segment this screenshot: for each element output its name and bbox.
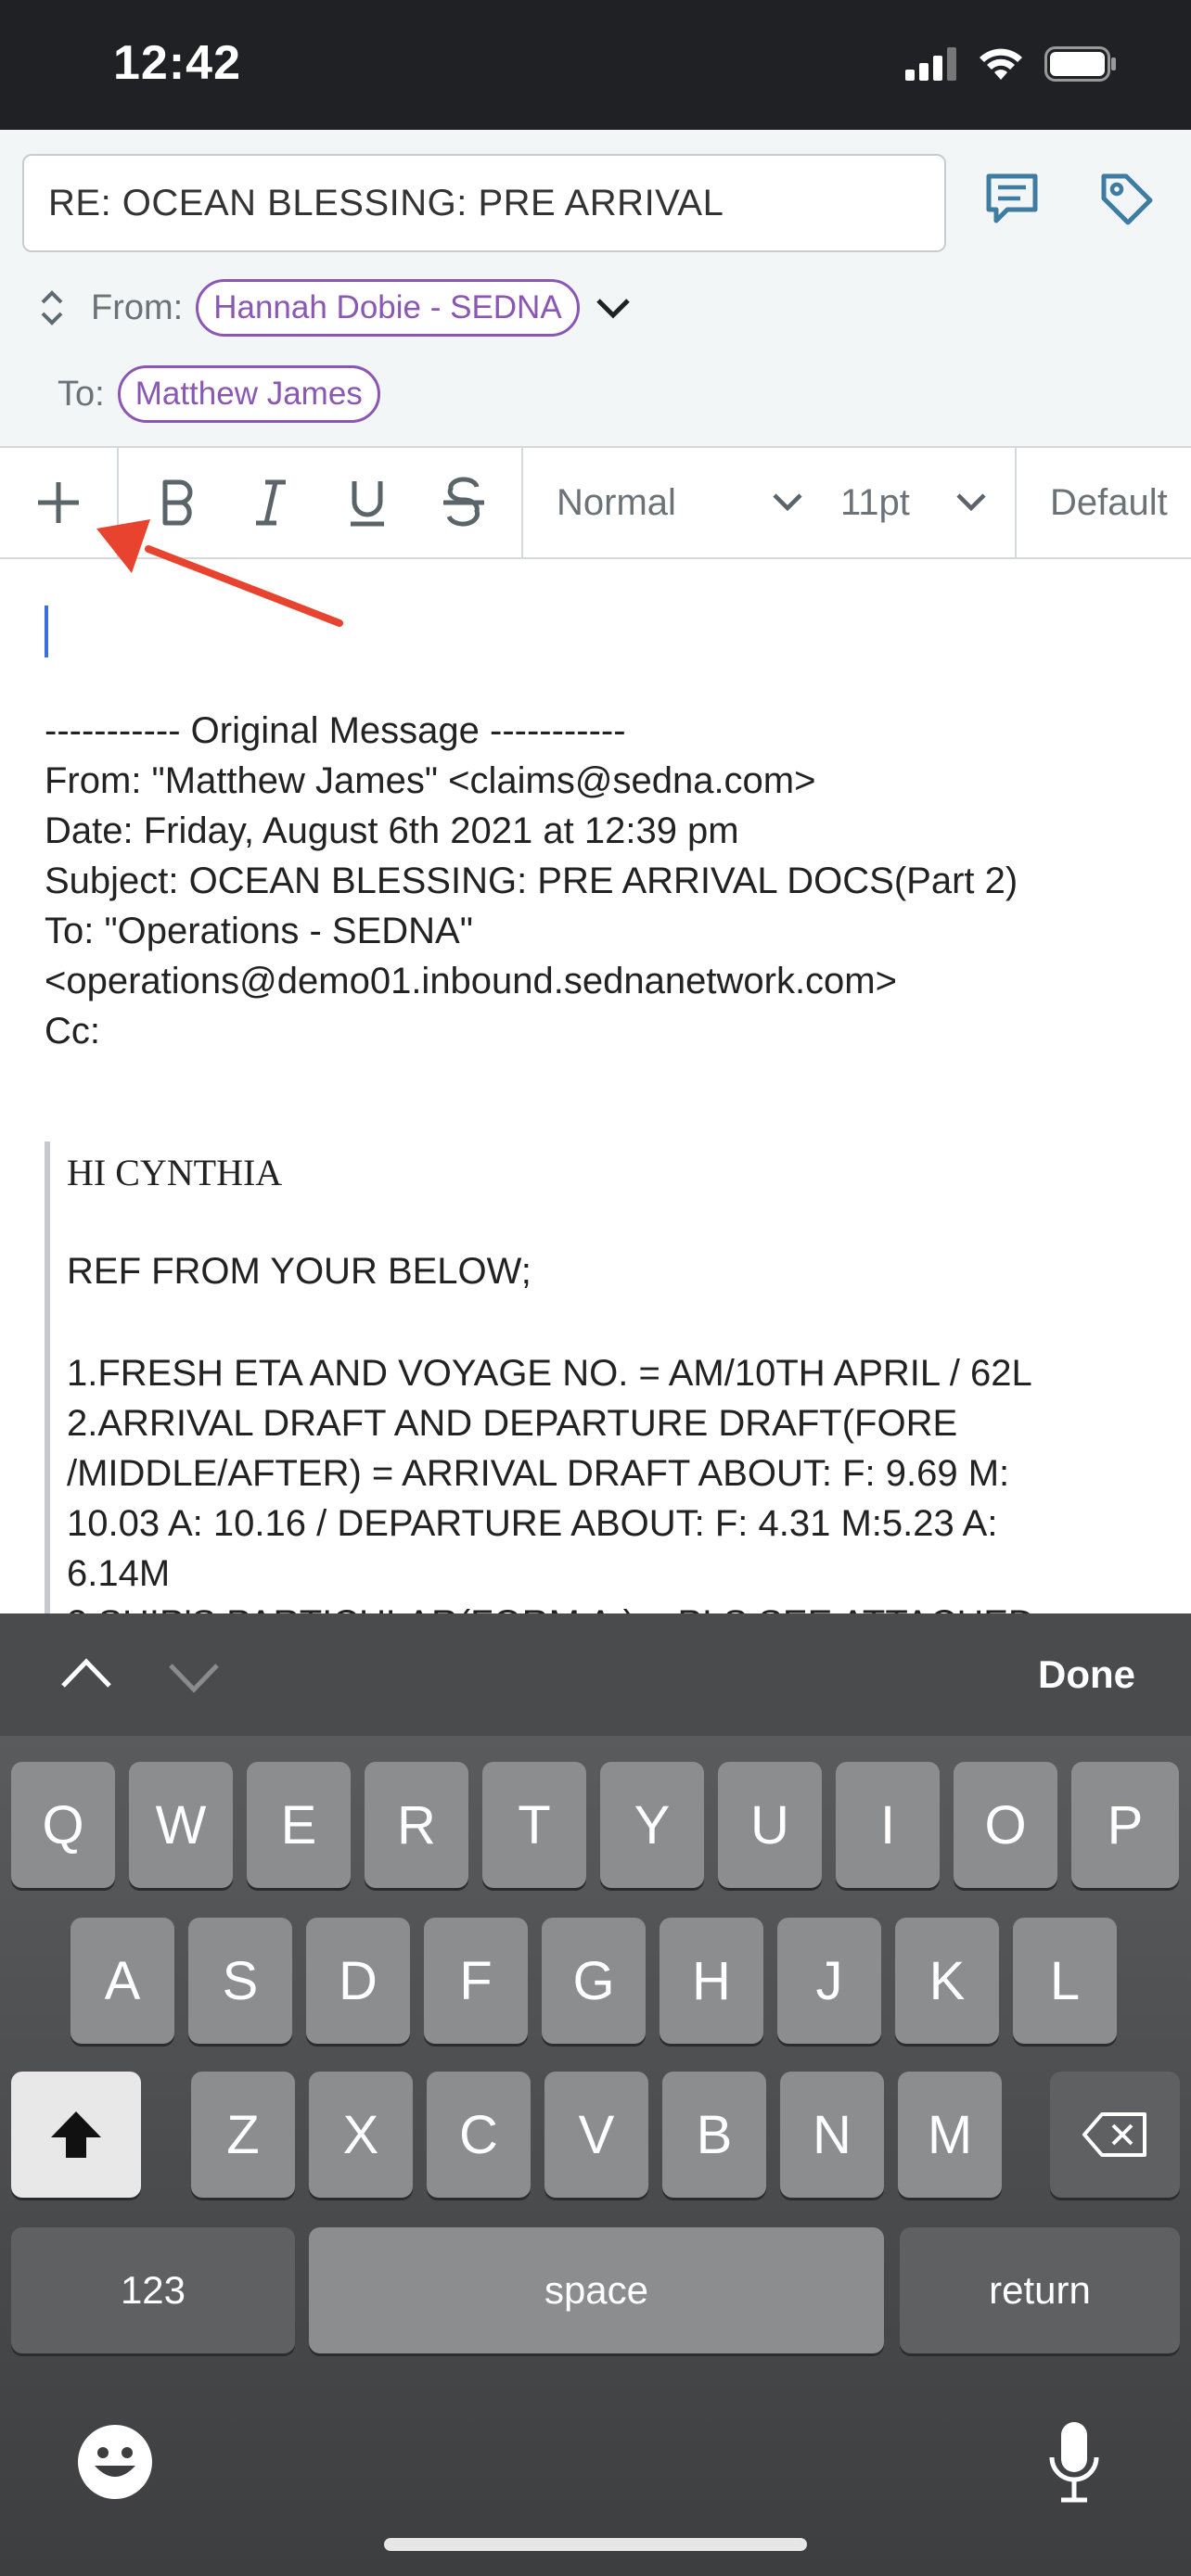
emoji-icon[interactable] <box>76 2423 154 2501</box>
orig-line: From: "Matthew James" <claims@sedna.com> <box>45 760 816 801</box>
space-key[interactable]: space <box>309 2227 884 2353</box>
orig-line: Date: Friday, August 6th 2021 at 12:39 pm <box>45 810 739 851</box>
done-button[interactable]: Done <box>1038 1652 1135 1696</box>
key-l[interactable]: L <box>1013 1918 1117 2044</box>
key-t[interactable]: T <box>482 1762 586 1888</box>
message-icon[interactable] <box>980 167 1044 232</box>
key-d[interactable]: D <box>306 1918 410 2044</box>
orig-line: <operations@demo01.inbound.sednanetwork.com> <box>45 961 897 1001</box>
key-p[interactable]: P <box>1071 1762 1179 1888</box>
chevron-down-icon[interactable] <box>950 448 992 557</box>
italic-icon[interactable] <box>234 448 308 557</box>
from-row <box>33 278 635 338</box>
bold-icon[interactable] <box>141 448 215 557</box>
key-j[interactable]: J <box>777 1918 881 2044</box>
key-h[interactable]: H <box>660 1918 763 2044</box>
key-b[interactable]: B <box>662 2072 766 2198</box>
quote-item: 6.14M <box>67 1553 171 1594</box>
subject-input[interactable]: RE: OCEAN BLESSING: PRE ARRIVAL <box>22 154 946 252</box>
tag-icon[interactable] <box>1095 167 1159 232</box>
home-indicator[interactable] <box>384 2538 807 2551</box>
font-size-select[interactable]: 11pt <box>840 481 910 523</box>
shift-key[interactable] <box>11 2072 141 2198</box>
key-c[interactable]: C <box>427 2072 531 2198</box>
to-chip[interactable]: Matthew James <box>118 365 380 423</box>
key-a[interactable]: A <box>70 1918 174 2044</box>
toolbar-divider <box>1015 448 1017 557</box>
keyboard-accessory-bar <box>0 1613 1191 1736</box>
to-row <box>58 364 380 424</box>
return-key[interactable]: return <box>900 2227 1180 2353</box>
from-chip[interactable]: Hannah Dobie - SEDNA <box>196 279 579 337</box>
quote-item: 10.03 A: 10.16 / DEPARTURE ABOUT: F: 4.31 M:5.23 A: <box>67 1503 998 1544</box>
key-m[interactable]: M <box>898 2072 1002 2198</box>
expand-collapse-icon[interactable] <box>33 286 70 330</box>
underline-icon[interactable] <box>330 448 404 557</box>
original-message-header <box>45 706 1018 1056</box>
quote-ref-line: REF FROM YOUR BELOW; <box>67 1251 531 1292</box>
quote-greeting: HI CYNTHIA <box>67 1152 283 1193</box>
to-label: To: <box>58 374 105 414</box>
numbers-key[interactable]: 123 <box>11 2227 295 2353</box>
chevron-down-icon[interactable] <box>766 448 809 557</box>
key-o[interactable]: O <box>954 1762 1057 1888</box>
message-body[interactable] <box>0 559 1191 1613</box>
toolbar-divider <box>117 448 119 557</box>
plus-icon[interactable] <box>19 448 98 557</box>
toolbar-divider <box>521 448 523 557</box>
cellular-signal-icon <box>905 47 957 81</box>
key-z[interactable]: Z <box>191 2072 295 2198</box>
key-x[interactable]: X <box>309 2072 413 2198</box>
chevron-down-icon[interactable] <box>165 1660 223 1697</box>
key-g[interactable]: G <box>542 1918 646 2044</box>
key-w[interactable]: W <box>129 1762 233 1888</box>
key-v[interactable]: V <box>544 2072 648 2198</box>
key-e[interactable]: E <box>247 1762 351 1888</box>
quote-item: 2.ARRIVAL DRAFT AND DEPARTURE DRAFT(FORE <box>67 1403 958 1444</box>
key-q[interactable]: Q <box>11 1762 115 1888</box>
key-u[interactable]: U <box>718 1762 822 1888</box>
status-bar <box>0 0 1191 130</box>
from-label: From: <box>91 287 184 327</box>
strikethrough-icon[interactable] <box>425 448 503 557</box>
microphone-icon[interactable] <box>1044 2420 1104 2506</box>
quote-items <box>67 1348 1191 1649</box>
key-y[interactable]: Y <box>600 1762 704 1888</box>
key-n[interactable]: N <box>780 2072 884 2198</box>
orig-line: To: "Operations - SEDNA" <box>45 911 473 951</box>
paragraph-style-select[interactable]: Normal <box>557 481 676 523</box>
compose-header <box>0 130 1191 448</box>
key-r[interactable]: R <box>365 1762 468 1888</box>
orig-line: ----------- Original Message ----------- <box>45 710 626 751</box>
orig-line: Cc: <box>45 1011 100 1052</box>
key-f[interactable]: F <box>424 1918 528 2044</box>
orig-line: Subject: OCEAN BLESSING: PRE ARRIVAL DOCS(Part 2) <box>45 861 1018 901</box>
battery-icon <box>1044 46 1117 82</box>
status-time: 12:42 <box>113 36 241 90</box>
formatting-toolbar <box>0 448 1191 559</box>
wifi-icon <box>978 46 1024 82</box>
text-cursor <box>45 606 48 657</box>
backspace-icon <box>1082 2111 1148 2158</box>
backspace-key[interactable] <box>1050 2072 1180 2198</box>
key-k[interactable]: K <box>895 1918 999 2044</box>
chevron-up-icon[interactable] <box>58 1654 115 1691</box>
key-s[interactable]: S <box>188 1918 292 2044</box>
keyboard <box>0 1736 1191 2576</box>
quote-item: /MIDDLE/AFTER) = ARRIVAL DRAFT ABOUT: F: 9.69 M: <box>67 1453 1010 1494</box>
status-icons <box>905 46 1117 82</box>
font-family-select[interactable]: Default <box>1050 481 1168 523</box>
shift-arrow-icon <box>49 2110 103 2160</box>
quote-item: 1.FRESH ETA AND VOYAGE NO. = AM/10TH APRIL / 62L <box>67 1353 1032 1394</box>
chevron-down-icon[interactable] <box>591 289 635 326</box>
key-i[interactable]: I <box>836 1762 940 1888</box>
